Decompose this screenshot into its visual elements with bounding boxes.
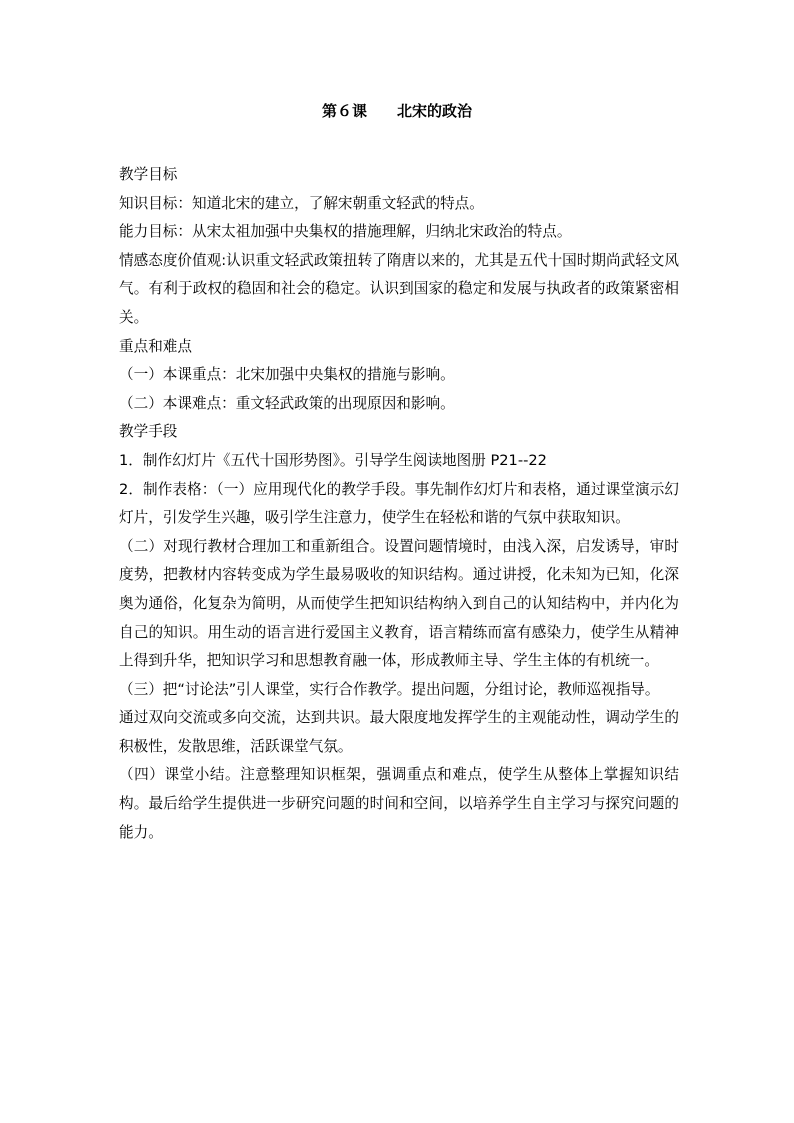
ability-objective: 能力目标：从宋太祖加强中央集权的措施理解，归纳北宋政治的特点。 [119, 223, 572, 241]
method-item-2-sub-3: （三）把“讨论法”引人课堂，实行合作教学。提出问题，分组讨论，教师巡视指导。 [119, 680, 660, 698]
section-heading-methods: 教学手段 [119, 423, 178, 441]
attitude-objective: 情感态度价值观:认识重文轻武政策扭转了隋唐以来的，尤其是五代十国时期尚武轻文风气。有利于政权的稳固和社会的稳定。认识到国家的稳定和发展与执政者的政策紧密相关。 [119, 251, 679, 326]
section-heading-key-points: 重点和难点 [119, 337, 192, 355]
lesson-title: 第６课 北宋的政治 [321, 102, 472, 120]
method-item-2-sub-4: （四）课堂小结。注意整理知识框架，强调重点和难点，使学生从整体上掌握知识结构。最后给学生提供进一步研究问题的时间和空间，以培养学生自主学习与探究问题的能力。 [119, 766, 679, 841]
difficult-point: （二）本课难点：重文轻武政策的出现原因和影响。 [119, 394, 455, 412]
key-point: （一）本课重点：北宋加强中央集权的措施与影响。 [119, 366, 455, 384]
section-heading-objectives: 教学目标 [119, 166, 178, 183]
method-item-2: 2．制作表格：（一）应用现代化的教学手段。事先制作幻灯片和表格，通过课堂演示幻灯片，引发学生兴趣，吸引学生注意力，使学生在轻松和谐的气氛中获取知识。 [119, 480, 679, 527]
knowledge-objective: 知识目标：知道北宋的建立，了解宋朝重文轻武的特点。 [119, 194, 484, 212]
method-item-2-sub-2: （二）对现行教材合理加工和重新组合。设置问题情境时，由浅入深，启发诱导，审时度势，把教材内容转变成为学生最易吸收的知识结构。通过讲授，化未知为已知，化深奥为通俗，化复杂为简明，从而使学生把知识结构纳入到自己的认知结构中，并内化为自己的知识。用生动的语言进行爱国主义教育，语言精练而富有感染力，使学生从精神上得到升华，把知识学习和思想教育融一体，形成教师主导、学生主体的有机统一。 [119, 537, 679, 670]
method-item-1: 1．制作幻灯片《五代十国形势图》。引导学生阅读地图册 P21--22 [119, 451, 547, 469]
document-body [119, 161, 679, 847]
method-item-2-sub-3-cont: 通过双向交流或多向交流，达到共识。最大限度地发挥学生的主观能动性，调动学生的积极性，发散思维，活跃课堂气氛。 [119, 709, 679, 755]
